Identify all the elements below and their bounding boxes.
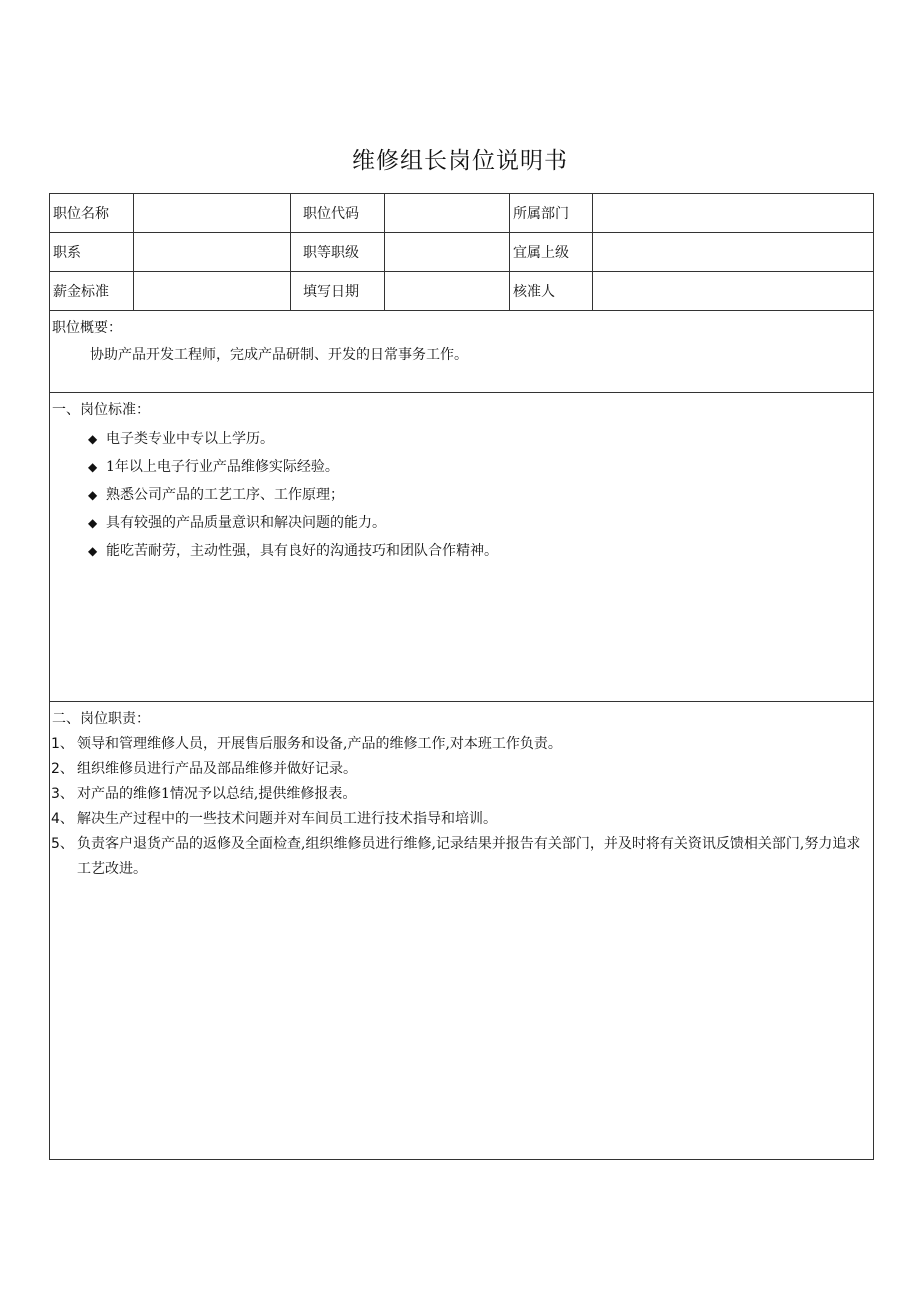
list-item: ◆ 电子类专业中专以上学历。 xyxy=(88,425,873,453)
list-item: ◆ 熟悉公司产品的工艺工序、工作原理； xyxy=(88,481,873,509)
list-item: ◆ 1年以上电子行业产品维修实际经验。 xyxy=(88,453,873,481)
position-code-value[interactable] xyxy=(385,194,510,233)
job-description-table xyxy=(49,193,874,1160)
supervisor-value[interactable] xyxy=(593,233,874,272)
department-value[interactable] xyxy=(593,194,874,233)
standards-list xyxy=(50,420,873,565)
list-item: 1、 领导和管理维修人员，开展售后服务和设备,产品的维修工作,对本班工作负责。 xyxy=(51,736,562,752)
list-item: 5、 负责客户退货产品的返修及全面检查,组织维修员进行维修,记录结果并报告有关部门，并及时将有关资讯反馈相关部门,努力追求工艺改进。 xyxy=(51,836,861,877)
standards-heading: 一、岗位标准： xyxy=(52,402,150,418)
department-label: 所属部门 xyxy=(510,194,593,233)
standards-section xyxy=(50,393,874,702)
job-family-label: 职系 xyxy=(50,233,134,272)
list-item: 2、 组织维修员进行产品及部品维修并做好记录。 xyxy=(51,761,357,777)
position-name-value[interactable] xyxy=(134,194,291,233)
job-grade-value[interactable] xyxy=(385,233,510,272)
job-grade-label: 职等职级 xyxy=(291,233,385,272)
approver-value[interactable] xyxy=(593,272,874,311)
standards-row xyxy=(50,393,874,702)
duties-row xyxy=(50,702,874,1160)
document-title: 维修组长岗位说明书 xyxy=(352,148,568,174)
position-name-label: 职位名称 xyxy=(50,194,134,233)
approver-label: 核准人 xyxy=(510,272,593,311)
job-family-value[interactable] xyxy=(134,233,291,272)
diamond-bullet-icon: ◆ xyxy=(88,460,98,474)
fill-date-label: 填写日期 xyxy=(291,272,385,311)
salary-label: 薪金标准 xyxy=(50,272,134,311)
position-code-label: 职位代码 xyxy=(291,194,385,233)
fill-date-value[interactable] xyxy=(385,272,510,311)
summary-text: 协助产品开发工程师，完成产品研制、开发的日常事务工作。 xyxy=(90,347,468,363)
summary-heading: 职位概要： xyxy=(52,320,122,336)
diamond-bullet-icon: ◆ xyxy=(88,516,98,530)
info-row-1 xyxy=(50,194,874,233)
diamond-bullet-icon: ◆ xyxy=(88,432,98,446)
supervisor-label: 宜属上级 xyxy=(510,233,593,272)
list-item: ◆ 具有较强的产品质量意识和解决问题的能力。 xyxy=(88,509,873,537)
duties-list xyxy=(50,729,873,882)
summary-row xyxy=(50,311,874,393)
info-row-2 xyxy=(50,233,874,272)
info-row-3 xyxy=(50,272,874,311)
diamond-bullet-icon: ◆ xyxy=(88,544,98,558)
diamond-bullet-icon: ◆ xyxy=(88,488,98,502)
duties-heading: 二、岗位职责： xyxy=(52,711,150,727)
duties-section xyxy=(50,702,874,1160)
list-item: ◆ 能吃苦耐劳，主动性强，具有良好的沟通技巧和团队合作精神。 xyxy=(88,537,873,565)
summary-section xyxy=(50,311,874,393)
list-item: 3、 对产品的维修1情况予以总结,提供维修报表。 xyxy=(51,786,357,802)
list-item: 4、 解决生产过程中的一些技术问题并对车间员工进行技术指导和培训。 xyxy=(51,811,497,827)
salary-value[interactable] xyxy=(134,272,291,311)
